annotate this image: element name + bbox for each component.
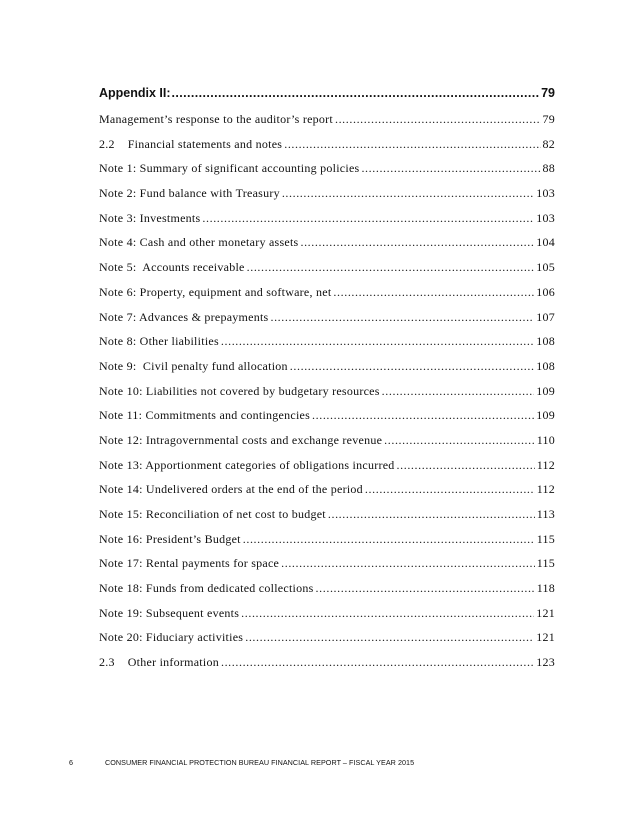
toc-entry-title: Note 10: Liabilities not covered by budgetary resources <box>99 383 380 398</box>
dot-leader <box>172 86 541 100</box>
toc-entry[interactable] <box>99 260 555 285</box>
toc-entry-page: 88 <box>542 161 555 176</box>
toc-entry[interactable] <box>99 482 555 507</box>
toc-entry[interactable] <box>99 606 555 631</box>
toc-entry-title: Note 17: Rental payments for space <box>99 556 280 571</box>
toc-entry-title: Note 2: Fund balance with Treasury <box>99 186 280 201</box>
toc-entry[interactable] <box>99 161 555 186</box>
dot-leader <box>365 482 535 497</box>
toc-entry[interactable] <box>99 112 555 137</box>
toc-entry-page: 123 <box>536 655 555 670</box>
dot-leader <box>245 630 534 645</box>
toc-entry-title: Note 3: Investments <box>99 210 201 225</box>
dot-leader <box>290 359 534 374</box>
toc-entry[interactable] <box>99 359 555 384</box>
toc-entry-title: Note 9: Civil penalty fund allocation <box>99 358 288 373</box>
toc-entry[interactable] <box>99 556 555 581</box>
toc-entry-page: 103 <box>536 186 555 201</box>
toc-entry-page: 109 <box>536 408 555 423</box>
toc-entry-title: Note 13: Apportionment categories of obligations incurred <box>99 457 395 472</box>
toc-entry-page: 118 <box>536 581 555 596</box>
toc-heading-appendix-ii[interactable] <box>99 86 555 110</box>
toc-entry-title: 2.3 Other information <box>99 655 219 670</box>
dot-leader <box>221 655 534 670</box>
dot-leader <box>335 112 541 127</box>
toc-entry-title: Management’s response to the auditor’s report <box>99 112 333 126</box>
toc-entry-list <box>99 112 555 680</box>
toc-entry-page: 112 <box>536 457 555 472</box>
toc-entry-page: 108 <box>536 358 555 373</box>
toc-entry-page: 113 <box>536 507 555 521</box>
toc-entry-page: 115 <box>536 556 555 571</box>
toc-entry-title: Note 12: Intragovernmental costs and exchange revenue <box>99 432 383 447</box>
toc-heading-title: Appendix II: <box>99 86 171 100</box>
toc-entry-page: 121 <box>536 630 555 645</box>
dot-leader <box>241 606 534 621</box>
toc-entry-title: Note 14: Undelivered orders at the end of the period <box>99 482 363 497</box>
dot-leader <box>221 334 534 349</box>
toc-entry-title: Note 6: Property, equipment and software, net <box>99 284 332 299</box>
toc-entry-title: Note 20: Fiduciary activities <box>99 630 244 645</box>
toc-entry[interactable] <box>99 581 555 606</box>
dot-leader <box>243 532 535 547</box>
toc-entry-title: Note 4: Cash and other monetary assets <box>99 235 299 250</box>
toc-entry-page: 110 <box>536 432 555 447</box>
toc-entry-title: Note 5: Accounts receivable <box>99 260 245 275</box>
toc-entry-title: Note 8: Other liabilities <box>99 334 219 349</box>
dot-leader <box>384 433 535 448</box>
toc-entry[interactable] <box>99 285 555 310</box>
toc-entry[interactable] <box>99 384 555 409</box>
dot-leader <box>247 260 535 275</box>
toc-entry-page: 109 <box>536 383 555 398</box>
dot-leader <box>282 186 534 201</box>
toc-entry[interactable] <box>99 655 555 680</box>
dot-leader <box>202 211 534 226</box>
dot-leader <box>382 384 535 399</box>
toc-entry[interactable] <box>99 235 555 260</box>
table-of-contents <box>99 86 555 680</box>
toc-entry-page: 121 <box>536 605 555 620</box>
toc-entry-title: Note 19: Subsequent events <box>99 605 240 620</box>
toc-entry-page: 108 <box>536 334 555 349</box>
toc-entry-title: Note 11: Commitments and contingencies <box>99 408 311 423</box>
toc-entry[interactable] <box>99 532 555 557</box>
toc-entry-page: 107 <box>536 309 555 324</box>
toc-entry-title: Note 18: Funds from dedicated collections <box>99 581 314 596</box>
toc-entry-page: 82 <box>542 136 555 151</box>
toc-entry-page: 105 <box>536 260 555 275</box>
dot-leader <box>284 137 540 152</box>
toc-entry[interactable] <box>99 186 555 211</box>
toc-entry[interactable] <box>99 507 555 532</box>
toc-entry[interactable] <box>99 310 555 335</box>
dot-leader <box>300 235 534 250</box>
toc-entry-title: 2.2 Financial statements and notes <box>99 136 283 151</box>
toc-entry[interactable] <box>99 630 555 655</box>
dot-leader <box>361 161 540 176</box>
dot-leader <box>333 285 534 300</box>
toc-entry[interactable] <box>99 137 555 162</box>
toc-heading-page: 79 <box>541 86 555 100</box>
toc-entry[interactable] <box>99 433 555 458</box>
dot-leader <box>316 581 535 596</box>
toc-entry-title: Note 16: President’s Budget <box>99 531 241 546</box>
toc-entry-page: 103 <box>536 210 555 225</box>
page-footer <box>69 758 539 767</box>
toc-entry-page: 104 <box>536 235 555 250</box>
toc-entry-title: Note 1: Summary of significant accounting policies <box>99 161 360 176</box>
footer-report-title: CONSUMER FINANCIAL PROTECTION BUREAU FINANCIAL REPORT – FISCAL YEAR 2015 <box>105 758 415 767</box>
footer-page-number: 6 <box>69 758 74 767</box>
dot-leader <box>312 408 534 423</box>
toc-entry-page: 112 <box>536 482 555 497</box>
dot-leader <box>281 556 535 571</box>
toc-entry-page: 106 <box>536 284 555 299</box>
toc-entry-page: 115 <box>536 531 555 546</box>
toc-entry-title: Note 15: Reconciliation of net cost to budget <box>99 507 326 521</box>
toc-entry-title: Note 7: Advances & prepayments <box>99 309 269 324</box>
toc-entry-page: 79 <box>542 112 555 126</box>
dot-leader <box>397 458 535 473</box>
toc-entry[interactable] <box>99 408 555 433</box>
toc-entry[interactable] <box>99 211 555 236</box>
dot-leader <box>328 507 535 522</box>
dot-leader <box>270 310 534 325</box>
toc-entry[interactable] <box>99 334 555 359</box>
toc-entry[interactable] <box>99 458 555 483</box>
